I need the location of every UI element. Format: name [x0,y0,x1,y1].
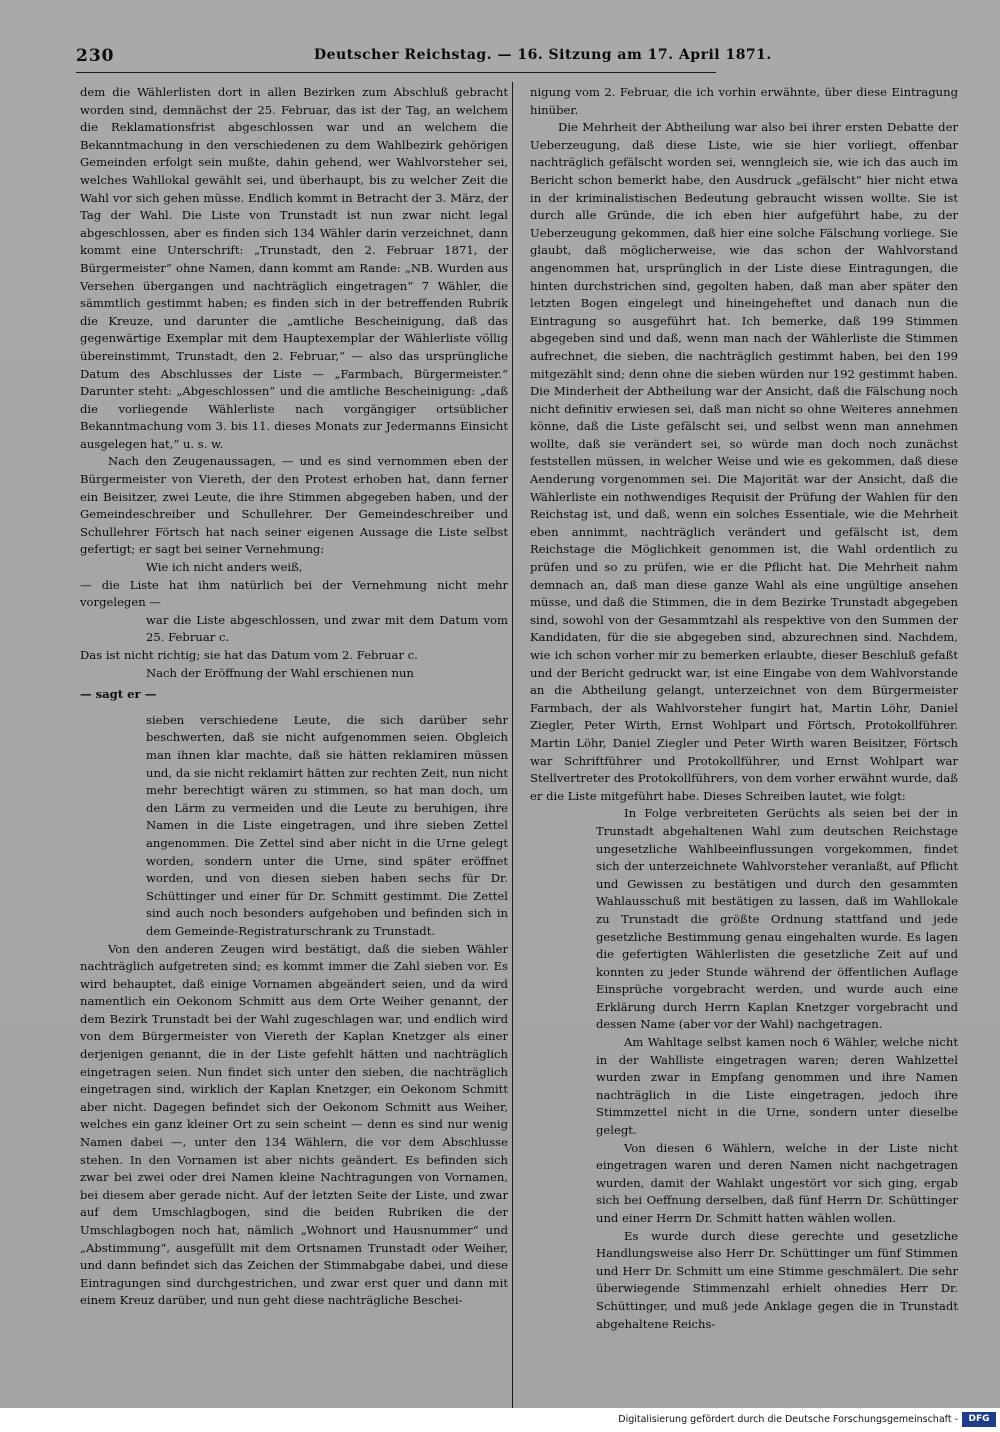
paragraph: Die Mehrheit der Abtheilung war also bei ihrer ersten Debatte der Ueberzeugung, daß diese Liste, wie sie hier vorliegt, offenbar nachträglich gefälscht worden sei, wenngleich sie, wie ich das auch im Bericht schon bemerkt habe, den Ausdruck „gefälscht“ hier nicht etwa in der kriminalistischen Bedeutung gebraucht wissen wollte. Sie ist durch alle Gründe, die ich eben hier aufgeführt habe, zu der Ueberzeugung gekommen, daß hier eine solche Fälschung vorliege. Sie glaubt, daß möglicherweise, wie das schon der Wahlvorstand angenommen hat, ursprünglich in der Liste diese Eintragungen, die hinten durchstrichen sind, gegolten haben, daß man aber später den letzten Bogen eingelegt und hineingeheftet und danach nun die Eintragung so ausgeführt hat. Ich bemerke, daß 199 Stimmen abgegeben sind und daß, wenn man nach der Wählerliste die Stimmen aufrechnet, die sieben, die nachträglich gestimmt haben, bei den 199 mitgezählt sind; denn ohne die sieben würden nur 192 gestimmt haben. Die Minderheit der Abtheilung war der Ansicht, daß die Fälschung noch nicht definitiv erwiesen sei, daß man nicht so ohne Weiteres annehmen könne, daß die Liste gefälscht sei, und selbst wenn man annehmen wollte, daß sie verändert sei, so würde man doch noch zunächst feststellen müssen, in welcher Weise und wie es gekommen, daß diese Aenderung vorgenommen sei. Die Majorität war der Ansicht, daß die Wählerliste ein nothwendiges Requisit der Prüfung der Wahlen für den Reichstag ist, und daß, wenn ein solches Essentiale, wie die Mehrheit eben annimmt, nachträglich verändert und gefälscht ist, dem Reichstage die Möglichkeit genommen ist, die Wahl ordentlich zu prüfen und so zu prüfen, wie er die Pflicht hat. Die Mehrheit nahm demnach an, daß man diese ganze Wahl als eine ungültige ansehen müsse, und daß die Stimmen, die in dem Bezirke Trunstadt abgegeben sind, sowohl von der Gesammtzahl als respektive von den Summen der Kandidaten, für die sie abgegeben sind, abzurechnen sind. Nachdem, wie ich schon vorher mir zu bemerken erlaubte, dieser Beschluß gefaßt und der Bericht gedruckt war, ist eine Eingabe von dem Wahlvorstande an die Abtheilung gelangt, unterzeichnet von dem Bürgermeister Farmbach, der als Wahlvorsteher fungirt hat, Martin Löhr, Daniel Ziegler, Peter Wirth, Ernst Wohlpart und Förtsch, Protokollführer. Martin Löhr, Daniel Ziegler und Peter Wirth waren Beisitzer, Förtsch war Schriftführer und Protokollführer, und Ernst Wohlpart war Stellvertreter des Protokollführers, von dem vorher erwähnt wurde, daß er die Liste mitgeführt habe. Dieses Schreiben lautet, wie folgt: [530,120,958,803]
paragraph: — die Liste hat ihm natürlich bei der Vernehmung nicht mehr vorgelegen — [80,577,508,610]
paragraph: Nach der Eröffnung der Wahl erschienen nun [146,665,414,680]
right-column [530,84,958,1408]
header-rule [76,72,716,73]
paragraph: — sagt er — [80,687,157,702]
left-column [80,84,508,1408]
paragraph: Am Wahltage selbst kamen noch 6 Wähler, welche nicht in der Wahlliste eingetragen waren; deren Wahlzettel wurden zwar in Empfang genommen und ihre Namen nachträglich in die Liste eingetragen, jedoch ihre Stimmzettel nicht in die Urne, sondern unter dieselbe gelegt. [596,1035,958,1138]
dfg-logo: DFG [962,1412,996,1427]
paragraph: war die Liste abgeschlossen, und zwar mit dem Datum vom 25. Februar c. [146,612,508,645]
paragraph: Es wurde durch diese gerechte und gesetzliche Handlungsweise also Herr Dr. Schüttinger um fünf Stimmen und Herr Dr. Schmitt um eine Stimme geschmälert. Die sehr überwiegende Stimmenzahl erhielt ohnedies Herr Dr. Schüttinger, und muß jede Anklage gegen die in Trunstadt abgehaltene Reichs- [596,1228,958,1331]
running-head: Deutscher Reichstag. — 16. Sitzung am 17. April 1871. [314,47,772,63]
paragraph: In Folge verbreiteten Gerüchts als seien bei der in Trunstadt abgehaltenen Wahl zum deutschen Reichstage ungesetzliche Wahlbeeinflussungen vorgekommen, findet sich der unterzeichnete Wahlvorsteher veranlaßt, auf Pflicht und Gewissen zu bestätigen und durch den gesammten Wahlausschuß mit bestätigen zu lassen, daß im Wahllokale zu Trunstadt die größte Ordnung stattfand und jede gesetzliche Bestimmung genau eingehalten wurde. Es lagen die gefertigten Wählerlisten die gesetzliche Zeit auf und konnten zu jeder Stunde während der öffentlichen Auflage Einsprüche vorgebracht werden, und wurde auch eine Erklärung durch Herrn Kaplan Knetzger vorgebracht und dessen Name (aber vor der Wahl) nachgetragen. [596,806,958,1032]
paragraph: Nach den Zeugenaussagen, — und es sind vernommen eben der Bürgermeister von Viereth, der den Protest erhoben hat, dann ferner ein Beisitzer, zwei Leute, die ihre Stimmen abgegeben haben, und der Gemeindeschreiber und Schullehrer. Der Gemeindeschreiber und Schullehrer Förtsch hat nach seiner eigenen Aussage die Liste selbst gefertigt; er sagt bei seiner Vernehmung: [80,454,508,557]
page-header [76,46,772,70]
paragraph: sieben verschiedene Leute, die sich darüber sehr beschwerten, daß sie nicht aufgenommen seien. Obgleich man ihnen klar machte, daß sie hätten reklamiren müssen und, da sie nicht reklamirt hätten zur rechten Zeit, nun nicht mehr berechtigt wären zu stimmen, so hat man doch, um den Lärm zu vermeiden und die Leute zu beruhigen, ihre Namen in die Liste eingetragen, und ihre sieben Zettel angenommen. Die Zettel sind aber nicht in die Urne gelegt worden, sondern unter die Urne, sind später eröffnet worden, und von diesen sieben haben sechs für Dr. Schüttinger und einer für Dr. Schmitt gestimmt. Die Zettel sind auch noch besonders aufgehoben und befinden sich in dem Gemeinde-Registraturschrank zu Trunstadt. [146,712,508,938]
paragraph: nigung vom 2. Februar, die ich vorhin erwähnte, über diese Eintragung hinüber. [530,85,958,117]
paragraph: Von diesen 6 Wählern, welche in der Liste nicht eingetragen waren und deren Namen nicht nachgetragen wurden, damit der Wahlakt ungestört vor sich ging, ergab sich bei Oeffnung derselben, daß fünf Herrn Dr. Schüttinger und einer Herrn Dr. Schmitt hatten wählen wollen. [596,1140,958,1225]
footer-credit: Digitalisierung gefördert durch die Deutsche Forschungsgemeinschaft - [618,1414,958,1425]
paragraph: Von den anderen Zeugen wird bestätigt, daß die sieben Wähler nachträglich aufgetreten sind; es kommt immer die Zahl sieben vor. Es wird behauptet, daß einige Vornamen abgeändert seien, und da wird namentlich ein Oekonom Schmitt aus dem Orte Weiher genannt, der dem Bezirk Trunstadt bei der Wahl zugeschlagen war, und endlich wird von dem Bürgermeister von Viereth der Kaplan Knetzger als einer derjenigen genannt, die in der Liste gefehlt hätten und nachträglich eingetragen seien. Nun findet sich unter den sieben, die nachträglich eingetragen sind, wirklich der Kaplan Knetzger, ein Oekonom Schmitt aber nicht. Dagegen befindet sich der Oekonom Schmitt aus Weiher, welches ein ganz kleiner Ort zu sein scheint — denn es sind nur wenig Namen dabei —, unter den 134 Wählern, die vor dem Abschlusse stehen. In den Vornamen ist aber nichts geändert. Es befinden sich zwar bei zwei oder drei Namen kleine Nachtragungen von Vornamen, bei diesem aber gerade nicht. Auf der letzten Seite der Liste, und zwar auf dem Umschlagbogen, sind die beiden Rubriken die der Umschlagbogen noch hat, nämlich „Wohnort und Hausnummer“ und „Abstimmung“, ausgefüllt mit dem Ortsnamen Trunstadt oder Weiher, und dann befindet sich das Zeichen der Stimmabgabe dabei, und diese Eintragungen sind durchgestrichen, und zwar erst quer und dann mit einem Kreuz darüber, und nun geht diese nachträgliche Beschei- [80,941,508,1308]
paragraph: dem die Wählerlisten dort in allen Bezirken zum Abschluß gebracht worden sind, demnächst der 25. Februar, das ist der Tag, an welchem die Reklamationsfrist abgeschlossen war und an welchem die Bekanntmachung in den verschiedenen zu dem Wahlbezirk gehörigen Gemeinden erfolgt sein mußte, dahin gehend, wer Wahlvorsteher sei, welches Wahllokal gewählt sei, und überhaupt, bis zu welcher Zeit die Wahl vor sich gehen müsse. Endlich kommt in Betracht der 3. März, der Tag der Wahl. Die Liste von Trunstadt ist nun zwar nicht legal abgeschlossen, aber es finden sich 134 Wähler darin verzeichnet, dann kommt eine Unterschrift: „Trunstadt, den 2. Februar 1871, der Bürgermeister“ ohne Namen, dann kommt am Rande: „NB. Wurden aus Versehen übergangen und nachträglich eingetragen“ 7 Wähler, die sämmtlich gestimmt haben; es finden sich in der betreffenden Rubrik die Kreuze, und darunter die „amtliche Bescheinigung, daß das gegenwärtige Exemplar mit dem Hauptexemplar der Wählerliste völlig übereinstimmt, Trunstadt, den 2. Februar,“ — also das ursprüngliche Datum des Abschlusses der Liste — „Farmbach, Bürgermeister.“ Darunter steht: „Abgeschlossen“ und die amtliche Bescheinigung: „daß die vorliegende Wählerliste nach vorgängiger ortsüblicher Bekanntmachung vom 3. bis 11. dieses Monats zur Jedermanns Einsicht ausgelegen hat,“ u. s. w. [80,85,508,451]
page-number: 230 [76,46,115,66]
paragraph: Das ist nicht richtig; sie hat das Datum vom 2. Februar c. [80,648,418,662]
column-divider [512,82,513,1408]
footer-bar [0,1408,1000,1432]
paragraph: Wie ich nicht anders weiß, [146,560,303,575]
